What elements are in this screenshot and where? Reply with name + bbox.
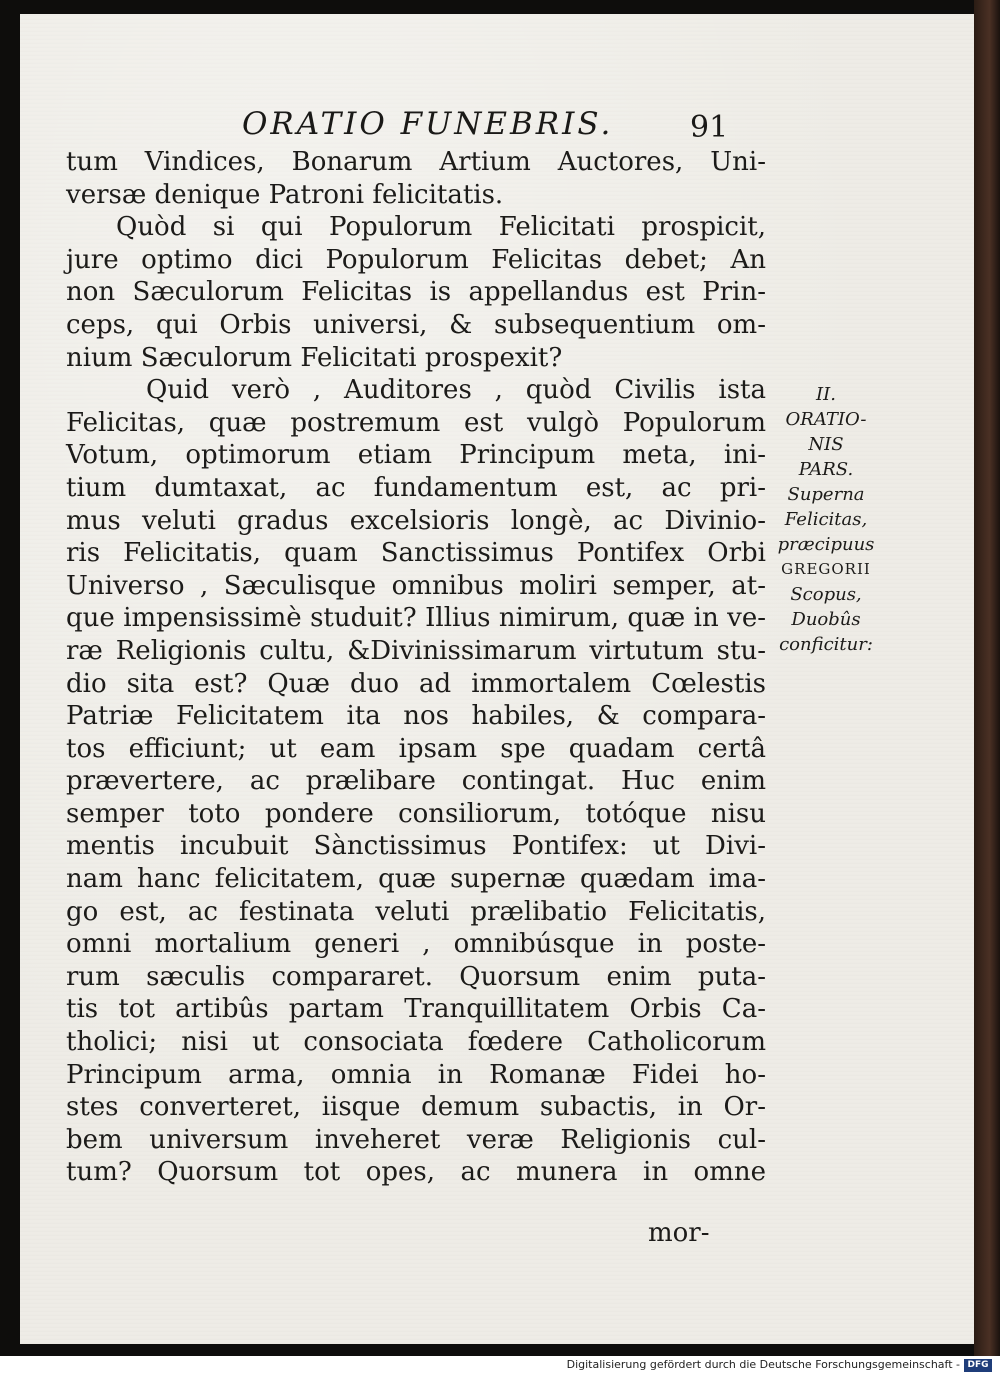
margin-note-line: Felicitas,	[784, 509, 868, 530]
text-line: tos efficiunt; ut eam ipsam spe quadam certâ	[66, 733, 766, 764]
margin-note-line: Scopus,	[790, 584, 862, 605]
text-line: bem universum inveheret veræ Religionis cul-	[66, 1124, 766, 1155]
catchword: mor-	[648, 1218, 710, 1248]
footer-bar	[0, 1356, 1000, 1376]
text-line: tholici; nisi ut consociata fœdere Catholicorum	[66, 1027, 766, 1058]
margin-note-line: II.	[816, 384, 836, 405]
text-line: stes converteret, iisque demum subactis, in Or-	[66, 1092, 766, 1123]
text-line: Quòd si qui Populorum Felicitati prospicit,	[116, 212, 766, 243]
text-line: dio sita est? Quæ duo ad immortalem Cœlestis	[66, 668, 766, 699]
text-line: Votum, optimorum etiam Principum meta, ini-	[66, 440, 766, 471]
text-line: semper toto pondere consiliorum, totóque nisu	[66, 798, 766, 829]
text-line: go est, ac festinata veluti prælibatio Felicitatis,	[66, 896, 766, 927]
text-line: nium Sæculorum Felicitati prospexit?	[66, 342, 563, 373]
text-line: mus veluti gradus excelsioris longè, ac Divinio-	[66, 505, 766, 536]
margin-note-line: PARS.	[798, 459, 854, 480]
text-line: mentis incubuit Sànctissimus Pontifex: ut Divi-	[66, 831, 766, 862]
text-line: Felicitas, quæ postremum est vulgò Populorum	[66, 407, 766, 438]
text-line: rum sæculis compararet. Quorsum enim puta-	[66, 961, 766, 992]
running-head: ORATIO FUNEBRIS.	[242, 106, 614, 142]
text-line: Universo , Sæculisque omnibus moliri semper, at-	[66, 570, 766, 601]
text-line: que impensissimè studuit? Illius nimirum, quæ in ve-	[66, 603, 766, 634]
margin-note-line: GREGORII	[781, 560, 871, 578]
text-line: non Sæculorum Felicitas is appellandus est Prin-	[66, 277, 766, 308]
text-line: tium dumtaxat, ac fundamentum est, ac pri-	[66, 472, 766, 503]
text-line: Patriæ Felicitatem ita nos habiles, & compara-	[66, 701, 766, 732]
margin-note-line: NIS	[808, 434, 844, 455]
text-line: tis tot artibûs partam Tranquillitatem Orbis Ca-	[66, 994, 766, 1025]
footer-credit: Digitalisierung gefördert durch die Deutsche Forschungsgemeinschaft -	[566, 1358, 960, 1371]
book-edge	[974, 0, 1000, 1356]
text-line: versæ denique Patroni felicitatis.	[66, 179, 504, 210]
text-line: nam hanc felicitatem, quæ supernæ quædam ima-	[66, 864, 766, 895]
text-line: ris Felicitatis, quam Sanctissimus Pontifex Orbi	[66, 538, 766, 569]
margin-note-line: ORATIO-	[785, 409, 867, 430]
text-line: ceps, qui Orbis universi, & subsequentium om-	[66, 309, 766, 340]
margin-note	[776, 382, 876, 657]
text-line: jure optimo dici Populorum Felicitas debet; An	[66, 244, 766, 275]
book-page	[20, 14, 974, 1344]
page-number: 91	[690, 110, 729, 145]
text-line: Quid verò , Auditores , quòd Civilis ista	[146, 375, 766, 406]
text-line: tum Vindices, Bonarum Artium Auctores, Uni-	[66, 147, 766, 177]
margin-note-line: Superna	[787, 484, 865, 505]
margin-note-line: conficitur:	[779, 634, 873, 655]
dfg-logo: DFG	[964, 1359, 992, 1372]
body-text	[66, 146, 766, 1189]
text-line: prævertere, ac prælibare contingat. Huc enim	[66, 766, 766, 797]
text-line: omni mortalium generi , omnibúsque in poste-	[66, 929, 766, 960]
text-line: Principum arma, omnia in Romanæ Fidei ho-	[66, 1059, 766, 1090]
text-line: tum? Quorsum tot opes, ac munera in omne	[66, 1157, 766, 1188]
text-line: ræ Religionis cultu, &Divinissimarum virtutum stu-	[66, 635, 766, 666]
margin-note-line: Duobûs	[791, 609, 861, 630]
margin-note-line: præcipuus	[777, 534, 875, 555]
